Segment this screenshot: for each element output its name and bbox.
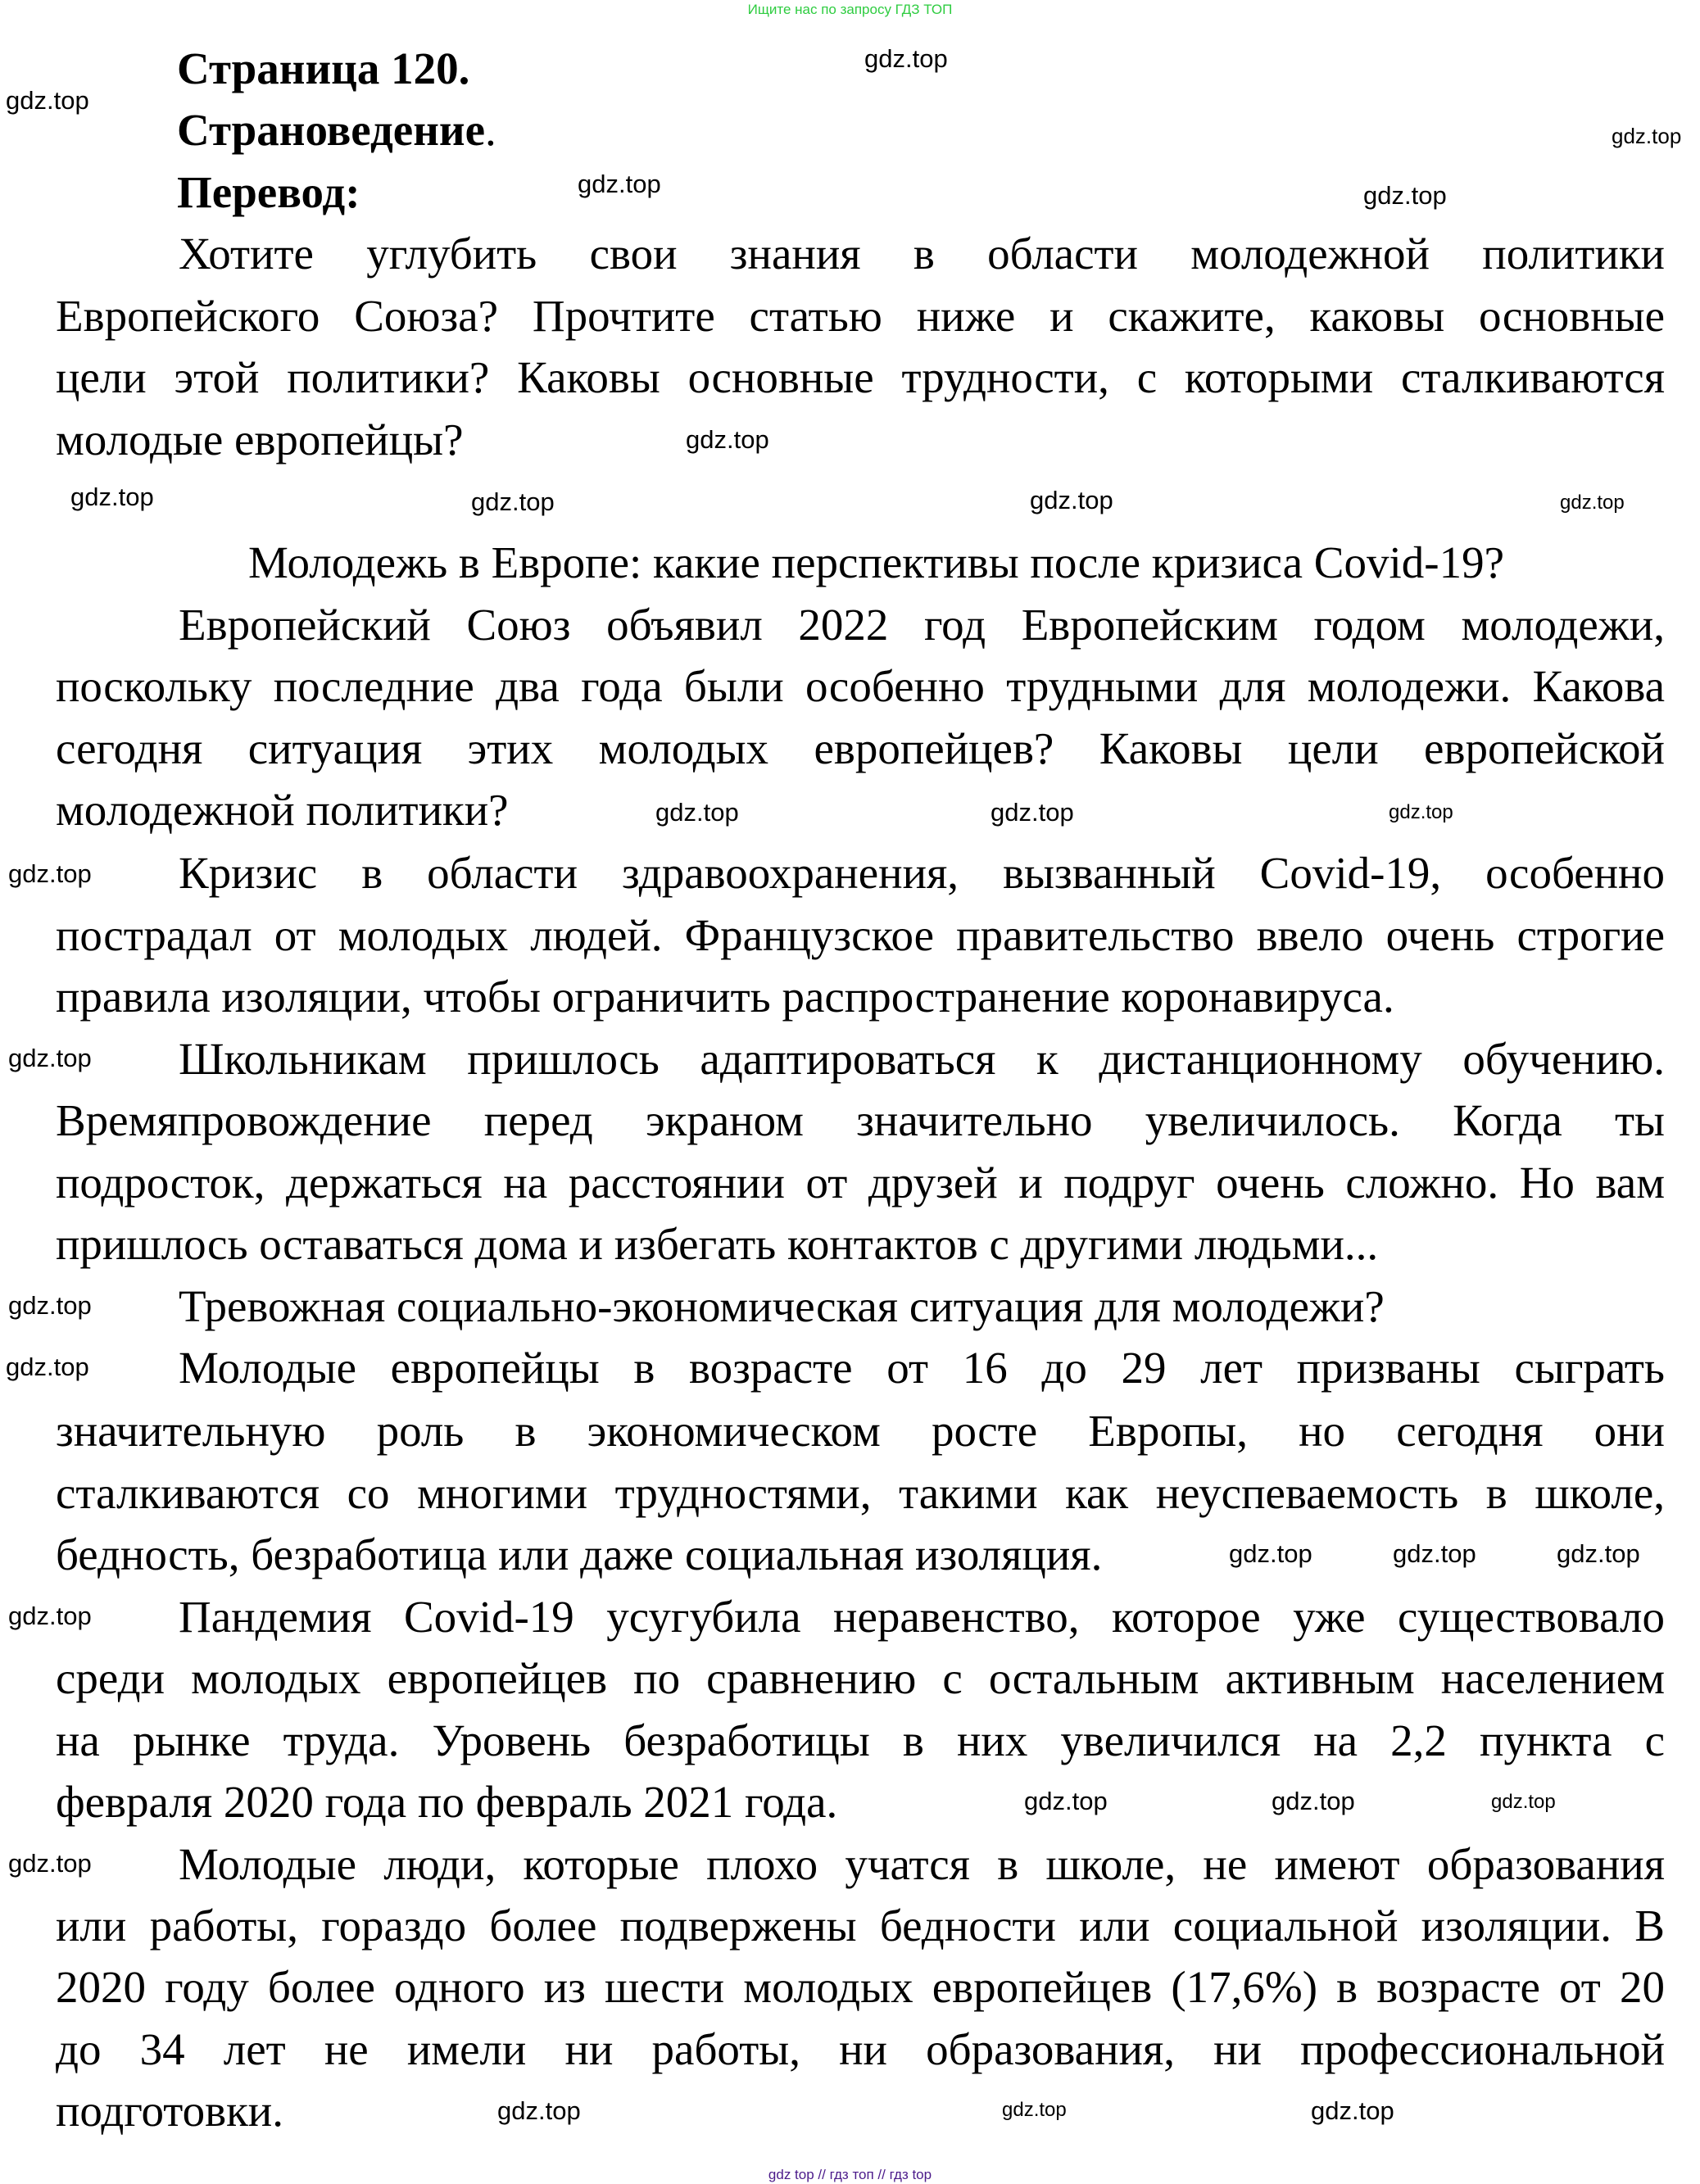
- text-line: Молодые люди, которые плохо учатся в школе, не имеют образования: [179, 1839, 1665, 1889]
- text-line: Времяпровождение перед экраном значительно увеличилось. Когда ты: [56, 1095, 1665, 1145]
- bottom-banner: gdz top // гдз топ // гдз top: [768, 2167, 932, 2182]
- text-line: подготовки.: [56, 2086, 283, 2136]
- watermark: gdz.top: [497, 2096, 581, 2125]
- watermark: gdz.top: [1389, 801, 1453, 823]
- text-line: среди молодых европейцев по сравнению с остальным активным населением: [56, 1653, 1665, 1703]
- section-dot: .: [485, 105, 496, 155]
- watermark: gdz.top: [1560, 492, 1625, 514]
- text-line: пришлось оставаться дома и избегать контактов с другими людьми...: [56, 1219, 1379, 1269]
- text-line: Молодые европейцы в возрасте от 16 до 29 лет призваны сыграть: [179, 1343, 1665, 1393]
- watermark: gdz.top: [1229, 1539, 1312, 1568]
- watermark: gdz.top: [1030, 486, 1113, 514]
- text-line: бедность, безработица или даже социальная изоляция.: [56, 1529, 1103, 1579]
- watermark: gdz.top: [8, 1849, 92, 1878]
- text-line: сталкиваются со многими трудностями, такими как неуспеваемость в школе,: [56, 1468, 1665, 1518]
- text-line: февраля 2020 года по февраль 2021 года.: [56, 1777, 838, 1827]
- watermark: gdz.top: [6, 86, 89, 115]
- text-line: сегодня ситуация этих молодых европейцев? Каковы цели европейской: [56, 723, 1665, 773]
- watermark: gdz.top: [1557, 1539, 1640, 1568]
- section-name: Страноведение: [177, 105, 486, 155]
- watermark: gdz.top: [8, 1602, 92, 1630]
- watermark: gdz.top: [578, 170, 661, 198]
- watermark: gdz.top: [1491, 1791, 1556, 1813]
- text-line: поскольку последние два года были особенно трудными для молодежи. Какова: [56, 661, 1665, 711]
- watermark: gdz.top: [1311, 2096, 1394, 2125]
- text-line: Европейского Союза? Прочтите статью ниже и скажите, каковы основные: [56, 291, 1665, 341]
- text-line: Хотите углубить свои знания в области молодежной политики: [179, 229, 1665, 279]
- watermark: gdz.top: [6, 1353, 89, 1381]
- text-line: молодые европейцы?: [56, 415, 464, 464]
- text-line: Европейский Союз объявил 2022 год Европейским годом молодежи,: [179, 600, 1665, 650]
- translation-heading: Перевод:: [177, 167, 360, 217]
- watermark: gdz.top: [864, 44, 948, 73]
- watermark: gdz.top: [991, 798, 1074, 827]
- top-banner: Ищите нас по запросу ГДЗ ТОП: [747, 2, 953, 17]
- page-title: Страница 120.: [177, 43, 470, 93]
- text-line: пострадал от молодых людей. Французское правительство ввело очень строгие: [56, 910, 1665, 960]
- text-line: молодежной политики?: [56, 785, 509, 835]
- text-line: Пандемия Covid-19 усугубила неравенство, которое уже существовало: [179, 1592, 1665, 1642]
- text-line: Кризис в области здравоохранения, вызванный Covid-19, особенно: [179, 848, 1665, 898]
- text-line: до 34 лет не имели ни работы, ни образования, ни профессиональной: [56, 2024, 1665, 2074]
- text-line: Школьникам пришлось адаптироваться к дистанционному обучению.: [179, 1034, 1665, 1084]
- text-line: 2020 году более одного из шести молодых европейцев (17,6%) в возрасте от 20: [56, 1962, 1665, 2012]
- text-line: значительную роль в экономическом росте Европы, но сегодня они: [56, 1406, 1665, 1456]
- watermark: gdz.top: [8, 1044, 92, 1072]
- watermark: gdz.top: [70, 483, 154, 511]
- section-title: [177, 101, 496, 160]
- subheading: Тревожная социально-экономическая ситуация для молодежи?: [179, 1281, 1385, 1331]
- watermark: gdz.top: [1612, 124, 1682, 148]
- text-line: цели этой политики? Каковы основные трудности, с которыми сталкиваются: [56, 352, 1665, 402]
- watermark: gdz.top: [8, 859, 92, 888]
- text-line: или работы, гораздо более подвержены бедности или социальной изоляции. В: [56, 1901, 1665, 1951]
- article-title: Молодежь в Европе: какие перспективы после кризиса Covid-19?: [248, 537, 1504, 587]
- watermark: gdz.top: [1393, 1539, 1476, 1568]
- text-line: на рынке труда. Уровень безработицы в них увеличился на 2,2 пункта с: [56, 1715, 1665, 1765]
- watermark: gdz.top: [471, 487, 555, 516]
- watermark: gdz.top: [1024, 1787, 1108, 1815]
- watermark: gdz.top: [8, 1291, 92, 1320]
- watermark: gdz.top: [655, 798, 739, 827]
- watermark: gdz.top: [1002, 2099, 1067, 2121]
- watermark: gdz.top: [686, 425, 769, 454]
- watermark: gdz.top: [1272, 1787, 1355, 1815]
- text-line: подросток, держаться на расстоянии от друзей и подруг очень сложно. Но вам: [56, 1158, 1665, 1208]
- watermark: gdz.top: [1363, 181, 1447, 210]
- text-line: правила изоляции, чтобы ограничить распространение коронавируса.: [56, 972, 1394, 1022]
